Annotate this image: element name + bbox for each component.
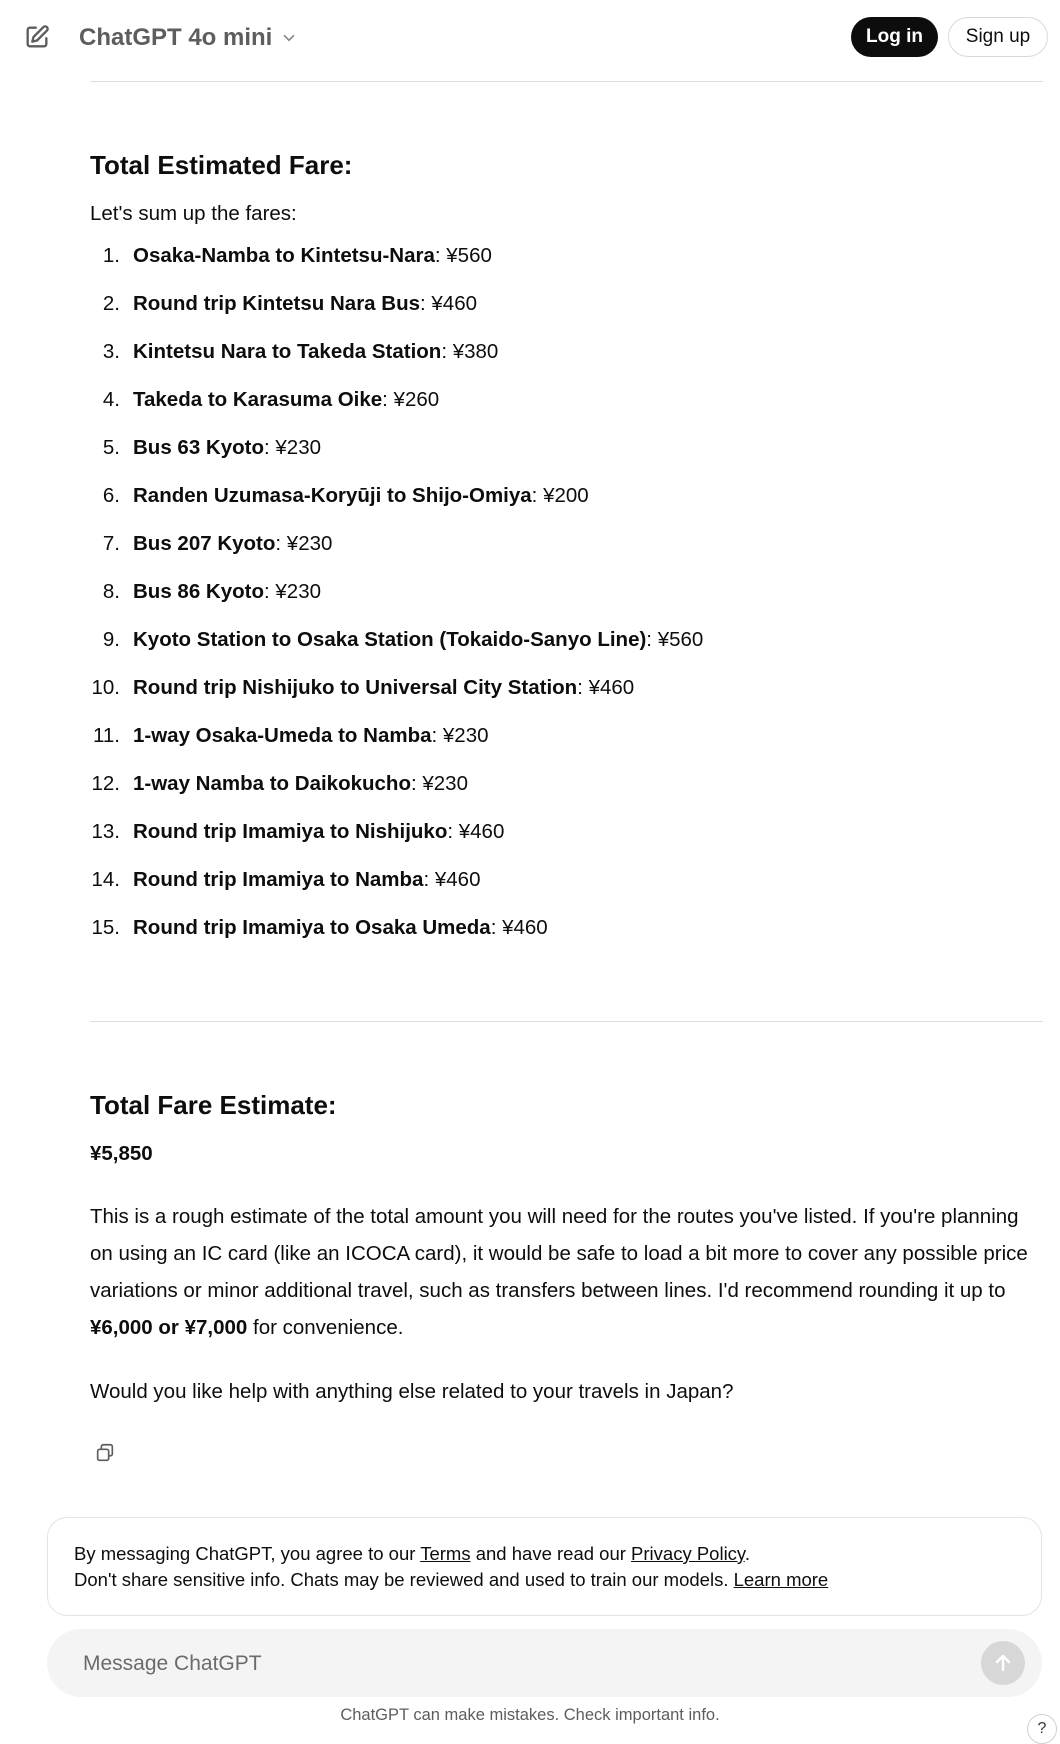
- list-number: 3.: [102, 340, 120, 363]
- message-composer: [47, 1629, 1042, 1697]
- list-number: 9.: [102, 628, 120, 651]
- route-name: Round trip Imamiya to Nishijuko: [133, 820, 448, 843]
- route-name: Bus 207 Kyoto: [133, 532, 276, 555]
- help-button[interactable]: ?: [1027, 1714, 1057, 1744]
- route-price: : ¥230: [264, 436, 321, 459]
- route-price: : ¥230: [264, 580, 321, 603]
- route-name: Round trip Imamiya to Osaka Umeda: [133, 916, 491, 939]
- route-name: Osaka-Namba to Kintetsu-Nara: [133, 244, 435, 267]
- copy-icon: [94, 1442, 116, 1464]
- route-name: Round trip Imamiya to Namba: [133, 868, 424, 891]
- notice-text: and have read our: [470, 1543, 632, 1564]
- fare-list-item: [90, 336, 1045, 384]
- arrow-up-icon: [991, 1651, 1015, 1675]
- list-number: 2.: [102, 292, 120, 315]
- route-name: 1-way Osaka-Umeda to Namba: [133, 724, 432, 747]
- list-number: 10.: [91, 676, 120, 699]
- followup-question: Would you like help with anything else related to your travels in Japan?: [90, 1380, 734, 1403]
- route-price: : ¥200: [531, 484, 589, 507]
- model-selector[interactable]: [79, 20, 298, 56]
- terms-notice: [47, 1517, 1042, 1616]
- list-number: 11.: [93, 724, 120, 747]
- route-price: : ¥460: [490, 916, 548, 939]
- signup-button[interactable]: Sign up: [948, 17, 1048, 57]
- send-button[interactable]: [981, 1641, 1025, 1685]
- route-price: : ¥230: [275, 532, 333, 555]
- route-name: Round trip Nishijuko to Universal City Station: [133, 676, 578, 699]
- privacy-policy-link[interactable]: Privacy Policy: [631, 1543, 745, 1564]
- model-name: ChatGPT 4o mini: [79, 24, 273, 51]
- route-name: Round trip Kintetsu Nara Bus: [133, 292, 421, 315]
- divider: [90, 1021, 1043, 1022]
- route-price: : ¥260: [382, 388, 440, 411]
- fare-list-item: [90, 288, 1045, 336]
- route-name: 1-way Namba to Daikokucho: [133, 772, 411, 795]
- divider: [90, 81, 1043, 82]
- body-emphasis: ¥6,000 or ¥7,000: [90, 1316, 248, 1339]
- list-number: 7.: [102, 532, 120, 555]
- list-number: 13.: [91, 820, 120, 843]
- fare-list-item: [90, 816, 1045, 864]
- notice-text: Don't share sensitive info. Chats may be reviewed and used to train our models.: [74, 1569, 734, 1590]
- list-number: 1.: [102, 244, 120, 267]
- route-name: Randen Uzumasa-Koryūji to Shijo-Omiya: [133, 484, 532, 507]
- list-number: 8.: [102, 580, 120, 603]
- fare-list: [90, 240, 1045, 960]
- fare-list-item: [90, 528, 1045, 576]
- learn-more-link[interactable]: Learn more: [733, 1569, 829, 1590]
- copy-button[interactable]: [90, 1438, 120, 1468]
- notice-text: .: [744, 1543, 750, 1564]
- body-paragraph: [90, 1198, 1045, 1346]
- top-bar: [0, 0, 1060, 76]
- fare-list-item: [90, 624, 1045, 672]
- fare-list-item: [90, 480, 1045, 528]
- new-chat-button[interactable]: [20, 20, 54, 54]
- fare-list-item: [90, 576, 1045, 624]
- fare-list-item: [90, 240, 1045, 288]
- route-name: Kintetsu Nara to Takeda Station: [133, 340, 442, 363]
- list-number: 4.: [102, 388, 120, 411]
- section-heading: Total Estimated Fare:: [90, 150, 353, 180]
- assistant-message-section-2: [90, 1090, 1045, 1410]
- section-heading: Total Fare Estimate:: [90, 1090, 337, 1120]
- fare-list-item: [90, 912, 1045, 960]
- fare-list-item: [90, 672, 1045, 720]
- fare-list-item: [90, 384, 1045, 432]
- route-name: Takeda to Karasuma Oike: [133, 388, 383, 411]
- route-price: : ¥230: [431, 724, 489, 747]
- fare-list-item: [90, 720, 1045, 768]
- assistant-message-section-1: [90, 150, 1045, 960]
- route-price: : ¥560: [646, 628, 704, 651]
- fare-list-item: [90, 864, 1045, 912]
- body-text: for convenience.: [247, 1316, 404, 1339]
- route-price: : ¥460: [577, 676, 635, 699]
- list-number: 5.: [102, 436, 120, 459]
- route-name: Bus 86 Kyoto: [133, 580, 264, 603]
- disclaimer-text: ChatGPT can make mistakes. Check important info.: [340, 1706, 720, 1724]
- route-name: Kyoto Station to Osaka Station (Tokaido-Sanyo Line): [133, 628, 647, 651]
- intro-text: Let's sum up the fares:: [90, 202, 297, 225]
- terms-link[interactable]: Terms: [420, 1543, 471, 1564]
- list-number: 6.: [102, 484, 120, 507]
- notice-line-2: [74, 1567, 1015, 1593]
- fare-list-item: [90, 432, 1045, 480]
- login-button[interactable]: Log in: [851, 17, 938, 57]
- route-price: : ¥380: [441, 340, 499, 363]
- chevron-down-icon: [280, 29, 298, 47]
- notice-text: By messaging ChatGPT, you agree to our: [74, 1543, 421, 1564]
- body-text: This is a rough estimate of the total amount you will need for the routes you've listed. If you're planning on using an IC card (like an ICOCA card), it would be safe to load a bit more to cover any possible price variations or minor additional travel, such as transfers between lines. I'd recommend rounding it up to: [90, 1205, 1028, 1302]
- message-input[interactable]: [81, 1629, 945, 1699]
- list-number: 12.: [91, 772, 120, 795]
- edit-icon: [23, 23, 51, 51]
- route-price: : ¥460: [447, 820, 505, 843]
- route-price: : ¥560: [434, 244, 492, 267]
- list-number: 14.: [91, 868, 120, 891]
- route-name: Bus 63 Kyoto: [133, 436, 264, 459]
- total-amount: ¥5,850: [90, 1142, 153, 1165]
- list-number: 15.: [91, 916, 120, 939]
- fare-list-item: [90, 768, 1045, 816]
- route-price: : ¥230: [410, 772, 468, 795]
- route-price: : ¥460: [420, 292, 478, 315]
- notice-line-1: [74, 1541, 1015, 1567]
- route-price: : ¥460: [423, 868, 481, 891]
